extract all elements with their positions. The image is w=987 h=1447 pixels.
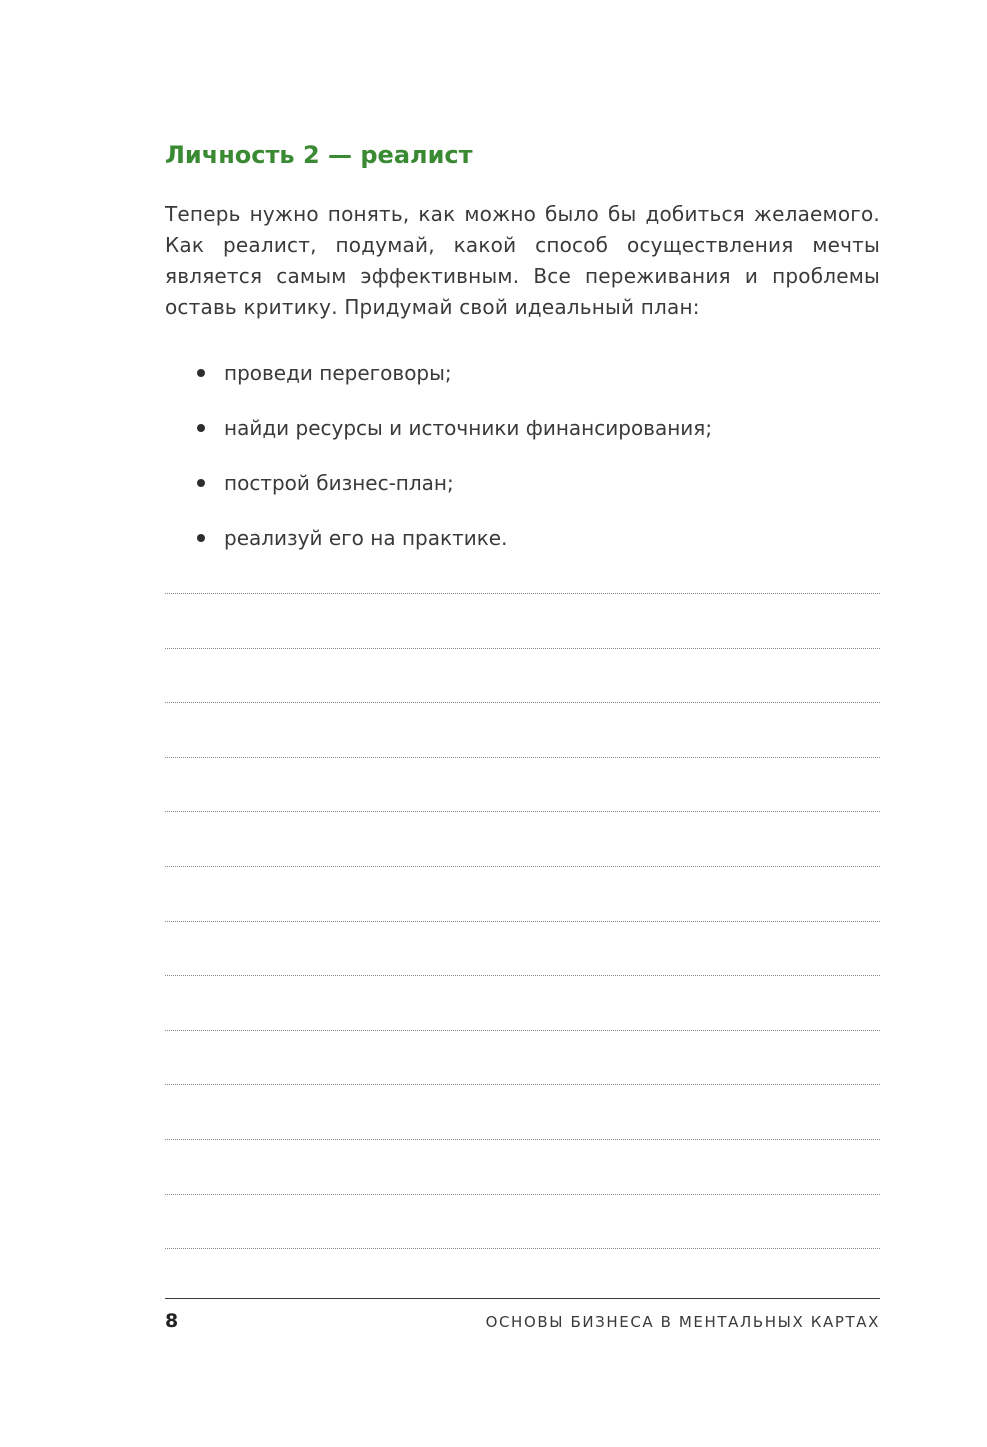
writing-line[interactable]	[165, 702, 880, 703]
plan-list	[165, 345, 880, 565]
list-item-text: реализуй его на практике.	[224, 525, 508, 550]
list-item	[165, 510, 880, 565]
bullet-icon	[197, 424, 205, 432]
writing-line[interactable]	[165, 1084, 880, 1085]
intro-paragraph: Теперь нужно понять, как можно было бы добиться желаемого. Как реалист, подумай, какой способ осуществления мечты является самым эффективным. Все переживания и проблемы оставь критику. Придумай свой идеальный план:	[165, 202, 880, 319]
writing-line[interactable]	[165, 1248, 880, 1249]
list-item-text: построй бизнес-план;	[224, 470, 454, 495]
writing-line[interactable]	[165, 921, 880, 922]
section-heading: Личность 2 — реалист	[165, 141, 473, 169]
list-item	[165, 455, 880, 510]
writing-line[interactable]	[165, 811, 880, 812]
writing-line[interactable]	[165, 1139, 880, 1140]
page-number: 8	[165, 1310, 179, 1332]
list-item	[165, 400, 880, 455]
bullet-icon	[197, 534, 205, 542]
list-item-text: проведи переговоры;	[224, 360, 452, 385]
page-content	[165, 138, 880, 565]
bullet-icon	[197, 369, 205, 377]
bullet-icon	[197, 479, 205, 487]
writing-line[interactable]	[165, 975, 880, 976]
writing-line[interactable]	[165, 757, 880, 758]
writing-line[interactable]	[165, 1030, 880, 1031]
writing-line[interactable]	[165, 593, 880, 594]
writing-line[interactable]	[165, 866, 880, 867]
running-title: ОСНОВЫ БИЗНЕСА В МЕНТАЛЬНЫХ КАРТАХ	[485, 1313, 880, 1331]
writing-line[interactable]	[165, 1194, 880, 1195]
list-item	[165, 345, 880, 400]
list-item-text: найди ресурсы и источники финансирования;	[224, 415, 713, 440]
writing-line[interactable]	[165, 648, 880, 649]
footer-divider	[165, 1298, 880, 1299]
